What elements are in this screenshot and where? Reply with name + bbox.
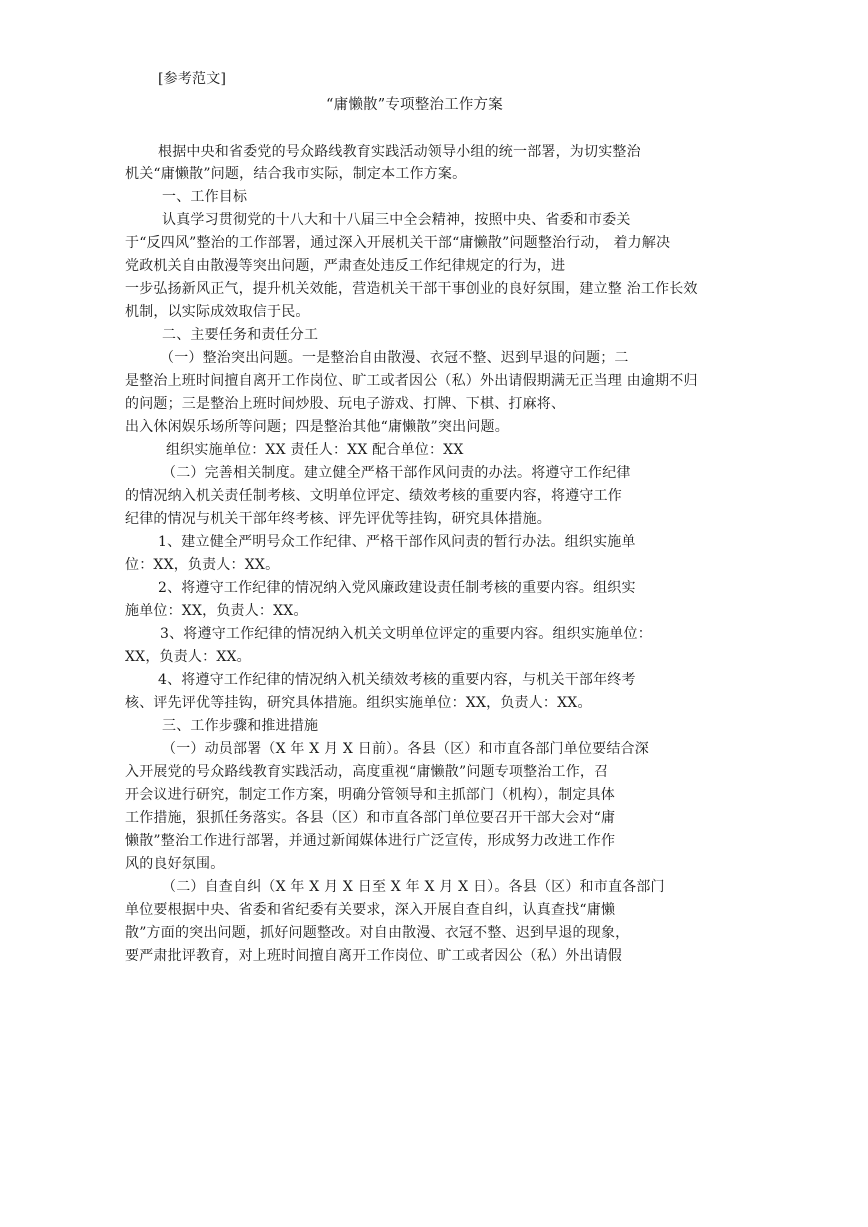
body-line: 于“反四风”整治的工作部署，通过深入开展机关干部“庸懒散”问题整治行动， 着力解决 xyxy=(125,235,671,251)
body-line: 的问题；三是整治上班时间炒股、玩电子游戏、打牌、下棋、打麻将、 xyxy=(125,396,566,412)
body-line: 党政机关自由散漫等突出问题，严肃查处违反工作纪律规定的行为，进 xyxy=(125,258,566,274)
body-line: 入开展党的号众路线教育实践活动，高度重视“庸懒散”问题专项整治工作，召 xyxy=(125,764,609,780)
document-title: “庸懒散”专项整治工作方案 xyxy=(326,97,503,113)
body-line: （二）自查自纠（X 年 X 月 X 日至 X 年 X 月 X 日）。各县（区）和市直各部门 xyxy=(162,879,665,895)
section-heading: 一、工作目标 xyxy=(162,189,248,205)
body-line: 2、将遵守工作纪律的情况纳入党风廉政建设责任制考核的重要内容。组织实 xyxy=(158,580,636,596)
body-line: XX，负责人：XX。 xyxy=(125,649,251,665)
body-line: 风的良好氛围。 xyxy=(125,856,225,872)
body-line: （一）整治突出问题。一是整治自由散漫、衣冠不整、迟到早退的问题；二 xyxy=(160,350,629,366)
body-line: 的情况纳入机关责任制考核、文明单位评定、绩效考核的重要内容，将遵守工作 xyxy=(125,488,622,504)
body-line: 4、将遵守工作纪律的情况纳入机关绩效考核的重要内容，与机关干部年终考 xyxy=(158,672,636,688)
body-line: 一步弘扬新风正气，提升机关效能，营造机关干部干事创业的良好氛围，建立整 治工作长效 xyxy=(125,281,698,297)
section-heading: 二、主要任务和责任分工 xyxy=(162,327,319,343)
body-line: 机制，以实际成效取信于民。 xyxy=(125,304,310,320)
body-line: 3、将遵守工作纪律的情况纳入机关文明单位评定的重要内容。组织实施单位： xyxy=(160,626,652,642)
body-line: 位：XX，负责人：XX。 xyxy=(125,557,280,573)
body-line: 散”方面的突出问题，抓好问题整改。对自由散漫、衣冠不整、迟到早退的现象， xyxy=(125,925,630,941)
body-line: 根据中央和省委党的号众路线教育实践活动领导小组的统一部署，为切实整治 xyxy=(158,144,641,160)
body-line: 要严肃批评教育，对上班时间擅自离开工作岗位、旷工或者因公（私）外出请假 xyxy=(125,948,622,964)
body-line: （一）动员部署（X 年 X 月 X 日前）。各县（区）和市直各部门单位要结合深 xyxy=(162,741,649,757)
section-heading: 三、工作步骤和推进措施 xyxy=(162,718,319,734)
body-line: 单位要根据中央、省委和省纪委有关要求，深入开展自查自纠，认真查找“庸懒 xyxy=(125,902,616,918)
body-line: 核、评先评优等挂钩，研究具体措施。组织实施单位：XX，负责人：XX。 xyxy=(125,695,592,711)
body-line: 施单位：XX，负责人：XX。 xyxy=(125,603,308,619)
body-line: 机关“庸懒散”问题，结合我市实际，制定本工作方案。 xyxy=(125,166,467,182)
body-line: 纪律的情况与机关干部年终考核、评先评优等挂钩，研究具体措施。 xyxy=(125,511,551,527)
body-line: 懒散”整治工作进行部署，并通过新闻媒体进行广泛宣传，形成努力改进工作作 xyxy=(125,833,616,849)
body-line: 开会议进行研究，制定工作方案，明确分管领导和主抓部门（机构），制定具体 xyxy=(125,787,615,803)
reference-label: [参考范文] xyxy=(158,71,227,87)
body-line: 工作措施，狠抓任务落实。各县（区）和市直各部门单位要召开干部大会对“庸 xyxy=(125,810,616,826)
body-line: 组织实施单位：XX 责任人：XX 配合单位：XX xyxy=(166,442,464,458)
body-line: 认真学习贯彻党的十八大和十八届三中全会精神，按照中央、省委和市委关 xyxy=(162,212,631,228)
body-line: 1、建立健全严明号众工作纪律、严格干部作风问责的暂行办法。组织实施单 xyxy=(158,534,636,550)
body-line: 是整治上班时间擅自离开工作岗位、旷工或者因公（私）外出请假期满无正当理 由逾期不归 xyxy=(125,373,698,389)
body-line: 出入休闲娱乐场所等问题；四是整治其他“庸懒散”突出问题。 xyxy=(125,419,509,435)
body-line: （二）完善相关制度。建立健全严格干部作风问责的办法。将遵守工作纪律 xyxy=(162,465,631,481)
